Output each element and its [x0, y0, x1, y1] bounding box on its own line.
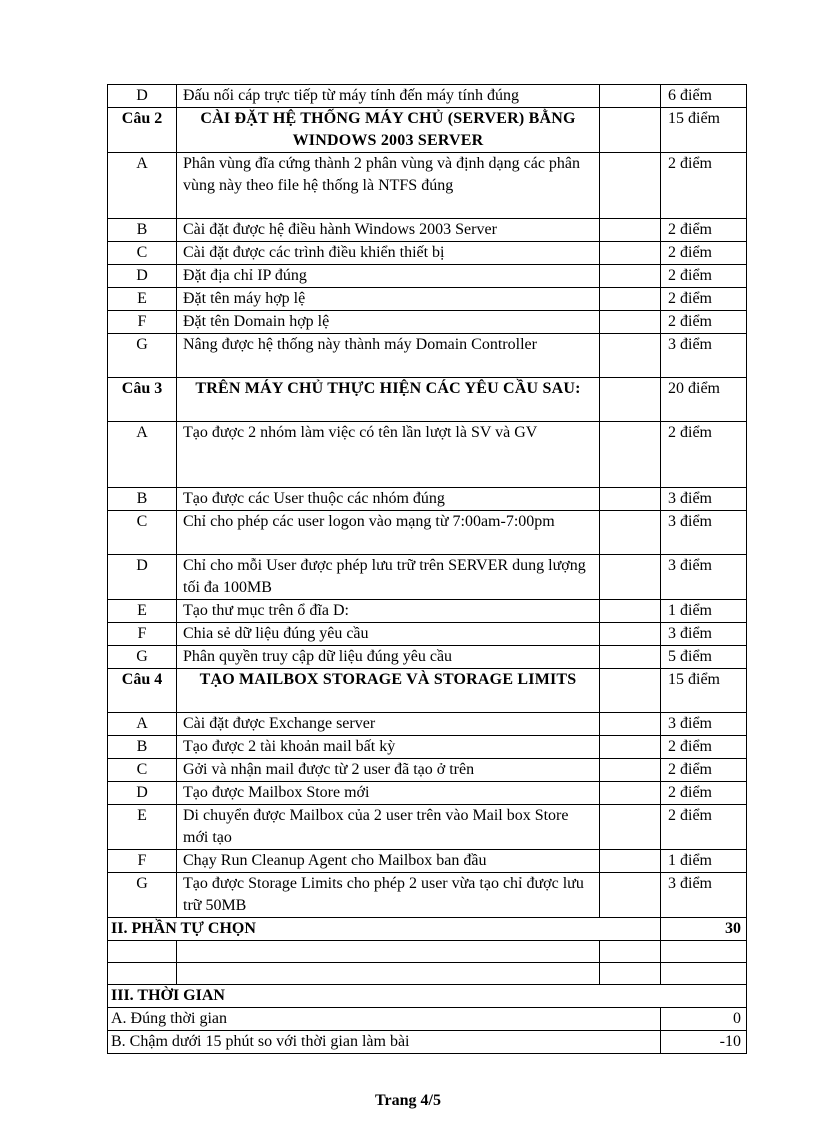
- criterion-description: Chỉ cho phép các user logon vào mạng từ 7:00am-7:00pm: [177, 511, 600, 555]
- points-value: 2 điểm: [661, 759, 747, 782]
- criterion-row: [108, 873, 747, 918]
- criterion-description: Tạo được các User thuộc các nhóm đúng: [177, 488, 600, 511]
- empty-cell: [600, 555, 661, 600]
- empty-cell: [600, 334, 661, 378]
- points-value: 2 điểm: [661, 311, 747, 334]
- criterion-description: Tạo thư mục trên ổ đĩa D:: [177, 600, 600, 623]
- table-row: [108, 985, 747, 1008]
- section-row: [108, 669, 747, 713]
- empty-cell: [600, 488, 661, 511]
- page-label: Trang 4/: [375, 1092, 433, 1109]
- criterion-description: Tạo được Mailbox Store mới: [177, 782, 600, 805]
- criterion-row: [108, 782, 747, 805]
- empty-cell: [600, 153, 661, 219]
- section-row: [108, 378, 747, 422]
- criterion-description: Di chuyển được Mailbox của 2 user trên vào Mail box Store mới tạo: [177, 805, 600, 850]
- criterion-code: G: [108, 873, 177, 918]
- empty-cell: [108, 963, 177, 985]
- criterion-row: [108, 600, 747, 623]
- criterion-description: Nâng được hệ thống này thành máy Domain Controller: [177, 334, 600, 378]
- criterion-code: A: [108, 713, 177, 736]
- points-value: 2 điểm: [661, 219, 747, 242]
- criterion-description: Cài đặt được các trình điều khiển thiết bị: [177, 242, 600, 265]
- empty-cell: [600, 782, 661, 805]
- empty-cell: [600, 941, 661, 963]
- criterion-row: [108, 85, 747, 108]
- empty-cell: [600, 265, 661, 288]
- section-heading: III. THỜI GIAN: [108, 985, 747, 1008]
- criterion-code: A: [108, 422, 177, 488]
- criterion-row: [108, 805, 747, 850]
- empty-cell: [600, 623, 661, 646]
- criterion-row: [108, 219, 747, 242]
- points-value: 20 điểm: [661, 378, 747, 422]
- empty-cell: [661, 963, 747, 985]
- criterion-row: [108, 623, 747, 646]
- table-row: [108, 1031, 747, 1054]
- criterion-description: Đặt tên Domain hợp lệ: [177, 311, 600, 334]
- empty-cell: [600, 736, 661, 759]
- question-label: Câu 2: [108, 108, 177, 153]
- criterion-code: B: [108, 736, 177, 759]
- criterion-description: Tạo được 2 nhóm làm việc có tên lần lượt là SV và GV: [177, 422, 600, 488]
- points-value: 2 điểm: [661, 736, 747, 759]
- criterion-description: Đặt tên máy hợp lệ: [177, 288, 600, 311]
- empty-cell: [177, 963, 600, 985]
- points-value: 3 điểm: [661, 623, 747, 646]
- points-value: 0: [661, 1008, 747, 1031]
- empty-cell: [600, 108, 661, 153]
- grading-table: [107, 84, 747, 1054]
- points-value: 2 điểm: [661, 422, 747, 488]
- criterion-code: C: [108, 511, 177, 555]
- points-value: 2 điểm: [661, 153, 747, 219]
- criterion-code: E: [108, 600, 177, 623]
- empty-cell: [600, 422, 661, 488]
- criterion-description: Cài đặt được Exchange server: [177, 713, 600, 736]
- criterion-row: [108, 288, 747, 311]
- criterion-description: Tạo được Storage Limits cho phép 2 user vừa tạo chỉ được lưu trữ 50MB: [177, 873, 600, 918]
- criterion-row: [108, 488, 747, 511]
- criterion-row: [108, 555, 747, 600]
- criterion-row: [108, 334, 747, 378]
- question-label: Câu 4: [108, 669, 177, 713]
- points-value: 15 điểm: [661, 108, 747, 153]
- criterion-row: [108, 713, 747, 736]
- criterion-row: [108, 265, 747, 288]
- empty-cell: [600, 600, 661, 623]
- criterion-row: [108, 153, 747, 219]
- empty-cell: [600, 219, 661, 242]
- criterion-row: [108, 422, 747, 488]
- criterion-code: C: [108, 242, 177, 265]
- criterion-code: E: [108, 805, 177, 850]
- criterion-code: G: [108, 334, 177, 378]
- points-value: 3 điểm: [661, 713, 747, 736]
- empty-cell: [600, 759, 661, 782]
- empty-cell: [108, 941, 177, 963]
- points-value: 1 điểm: [661, 850, 747, 873]
- criterion-code: D: [108, 555, 177, 600]
- empty-cell: [600, 311, 661, 334]
- criterion-code: F: [108, 850, 177, 873]
- table-row: [108, 1008, 747, 1031]
- criterion-row: [108, 646, 747, 669]
- points-total: 30: [661, 918, 747, 941]
- criterion-description: Phân quyền truy cập dữ liệu đúng yêu cầu: [177, 646, 600, 669]
- criterion-description: Gởi và nhận mail được từ 2 user đã tạo ở trên: [177, 759, 600, 782]
- points-value: 2 điểm: [661, 782, 747, 805]
- points-value: 3 điểm: [661, 555, 747, 600]
- criterion-code: B: [108, 488, 177, 511]
- criterion-description: Đấu nối cáp trực tiếp từ máy tính đến máy tính đúng: [177, 85, 600, 108]
- points-value: 3 điểm: [661, 511, 747, 555]
- points-value: 2 điểm: [661, 265, 747, 288]
- time-criterion: B. Chậm dưới 15 phút so với thời gian làm bài: [108, 1031, 661, 1054]
- empty-cell: [600, 288, 661, 311]
- question-label: Câu 3: [108, 378, 177, 422]
- criterion-code: D: [108, 85, 177, 108]
- criterion-row: [108, 736, 747, 759]
- points-value: 2 điểm: [661, 288, 747, 311]
- criterion-row: [108, 759, 747, 782]
- criterion-description: Tạo được 2 tài khoản mail bất kỳ: [177, 736, 600, 759]
- page-total: 5: [432, 1092, 441, 1109]
- points-value: -10: [661, 1031, 747, 1054]
- section-heading: II. PHẦN TỰ CHỌN: [108, 918, 661, 941]
- section-row: [108, 108, 747, 153]
- criterion-row: [108, 850, 747, 873]
- question-title: TẠO MAILBOX STORAGE VÀ STORAGE LIMITS: [177, 669, 600, 713]
- points-value: 3 điểm: [661, 488, 747, 511]
- criterion-code: E: [108, 288, 177, 311]
- points-value: 1 điểm: [661, 600, 747, 623]
- points-value: 3 điểm: [661, 334, 747, 378]
- empty-cell: [600, 805, 661, 850]
- table-row: [108, 918, 747, 941]
- criterion-description: Chia sẻ dữ liệu đúng yêu cầu: [177, 623, 600, 646]
- table-row: [108, 963, 747, 985]
- empty-cell: [600, 669, 661, 713]
- criterion-row: [108, 511, 747, 555]
- criterion-code: A: [108, 153, 177, 219]
- criterion-description: Đặt địa chỉ IP đúng: [177, 265, 600, 288]
- empty-cell: [600, 646, 661, 669]
- empty-cell: [600, 713, 661, 736]
- criterion-code: F: [108, 623, 177, 646]
- page-footer: [0, 1092, 816, 1110]
- points-value: 15 điểm: [661, 669, 747, 713]
- points-value: 2 điểm: [661, 805, 747, 850]
- empty-cell: [600, 85, 661, 108]
- empty-cell: [600, 511, 661, 555]
- criterion-code: B: [108, 219, 177, 242]
- criterion-description: Chạy Run Cleanup Agent cho Mailbox ban đầu: [177, 850, 600, 873]
- empty-cell: [600, 873, 661, 918]
- question-title: CÀI ĐẶT HỆ THỐNG MÁY CHỦ (SERVER) BẰNG WINDOWS 2003 SERVER: [177, 108, 600, 153]
- empty-cell: [177, 941, 600, 963]
- points-value: 6 điểm: [661, 85, 747, 108]
- points-value: 2 điểm: [661, 242, 747, 265]
- criterion-code: C: [108, 759, 177, 782]
- criterion-code: D: [108, 782, 177, 805]
- criterion-description: Chỉ cho mỗi User được phép lưu trữ trên SERVER dung lượng tối đa 100MB: [177, 555, 600, 600]
- criterion-row: [108, 242, 747, 265]
- empty-cell: [600, 242, 661, 265]
- empty-cell: [600, 850, 661, 873]
- criterion-description: Phân vùng đĩa cứng thành 2 phân vùng và định dạng các phân vùng này theo file hệ thống là NTFS đúng: [177, 153, 600, 219]
- question-title: TRÊN MÁY CHỦ THỰC HIỆN CÁC YÊU CẦU SAU:: [177, 378, 600, 422]
- points-value: 3 điểm: [661, 873, 747, 918]
- empty-cell: [600, 378, 661, 422]
- criterion-code: F: [108, 311, 177, 334]
- points-value: 5 điểm: [661, 646, 747, 669]
- criterion-code: G: [108, 646, 177, 669]
- criterion-description: Cài đặt được hệ điều hành Windows 2003 Server: [177, 219, 600, 242]
- empty-cell: [661, 941, 747, 963]
- empty-cell: [600, 963, 661, 985]
- criterion-row: [108, 311, 747, 334]
- time-criterion: A. Đúng thời gian: [108, 1008, 661, 1031]
- table-row: [108, 941, 747, 963]
- criterion-code: D: [108, 265, 177, 288]
